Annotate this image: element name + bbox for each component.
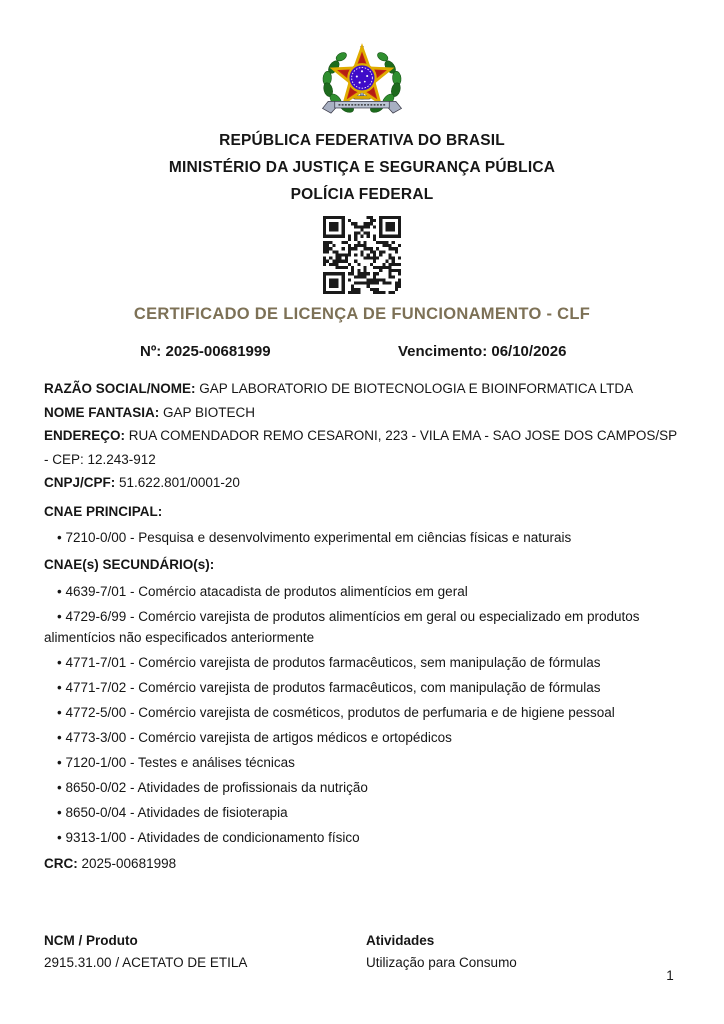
cnae-secundario-item: • 8650-0/04 - Atividades de fisioterapia <box>44 802 680 823</box>
cnae-secundario-item: • 4729-6/99 - Comércio varejista de produtos alimentícios em geral ou especializado em produtos alimentícios não especificados anteriormente <box>44 606 680 648</box>
endereco-line <box>44 424 680 471</box>
cnae-principal-item: • 7210-0/00 - Pesquisa e desenvolvimento experimental em ciências físicas e naturais <box>44 527 680 548</box>
nome-fantasia-label: NOME FANTASIA: <box>44 404 160 420</box>
doc-number-value: 2025-00681999 <box>165 343 271 360</box>
cnae-secundario-item: • 4773-3/00 - Comércio varejista de artigos médicos e ortopédicos <box>44 727 680 748</box>
cnae-secundario-item: • 7120-1/00 - Testes e análises técnicas <box>44 752 680 773</box>
document-title: CERTIFICADO DE LICENÇA DE FUNCIONAMENTO - CLF <box>133 305 591 323</box>
doc-number <box>140 343 271 360</box>
atividades-column <box>366 930 680 974</box>
crc-label: CRC: <box>44 855 78 871</box>
gov-line-policia: POLÍCIA FEDERAL <box>290 186 434 203</box>
razao-social-line <box>44 377 680 401</box>
expiry-date <box>398 343 566 360</box>
cnae-secundario-item: • 4771-7/02 - Comércio varejista de produtos farmacêuticos, com manipulação de fórmulas <box>44 677 680 698</box>
expiry-value: 06/10/2026 <box>491 343 567 360</box>
crc-line <box>44 852 680 876</box>
ncm-produto-header: NCM / Produto <box>44 933 138 948</box>
gov-line-ministerio: MINISTÉRIO DA JUSTIÇA E SEGURANÇA PÚBLICA <box>168 159 556 176</box>
cnae-secundario-item: • 4771-7/01 - Comércio varejista de produtos farmacêuticos, sem manipulação de fórmulas <box>44 652 680 673</box>
products-table <box>44 930 680 974</box>
doc-number-label: Nº: <box>140 343 162 360</box>
cnpj-value: 51.622.801/0001-20 <box>119 475 240 490</box>
cnae-secundario-item: • 4772-5/00 - Comércio varejista de cosméticos, produtos de perfumaria e de higiene pessoal <box>44 702 680 723</box>
razao-social-label: RAZÃO SOCIAL/NOME: <box>44 381 196 396</box>
cnae-secundario-label: CNAE(s) SECUNDÁRIO(s): <box>44 557 215 572</box>
cnae-principal-label: CNAE PRINCIPAL: <box>44 503 163 519</box>
nome-fantasia-value: GAP BIOTECH <box>163 404 256 420</box>
meta-row <box>0 343 724 363</box>
nome-fantasia-line <box>44 401 680 425</box>
cnpj-line <box>44 471 680 495</box>
cnpj-label: CNPJ/CPF: <box>44 475 116 490</box>
endereco-value: RUA COMENDADOR REMO CESARONI, 223 - VILA EMA - SAO JOSE DOS CAMPOS/SP - CEP: 12.243-912 <box>44 428 677 467</box>
atividades-header: Atividades <box>366 933 435 948</box>
atividades-value: Utilização para Consumo <box>366 955 517 970</box>
cnae-secundario-item: • 8650-0/02 - Atividades de profissionais da nutrição <box>44 777 680 798</box>
gov-line-republica: REPÚBLICA FEDERATIVA DO BRASIL <box>219 132 505 149</box>
page-number: 1 <box>666 968 674 983</box>
document-body <box>44 377 680 875</box>
gov-header <box>0 127 724 208</box>
expiry-label: Vencimento: <box>398 343 488 360</box>
ribbon <box>323 101 402 113</box>
cnae-secundario-item: • 9313-1/00 - Atividades de condicionamento físico <box>44 827 680 848</box>
endereco-label: ENDEREÇO: <box>44 428 126 443</box>
ncm-produto-value: 2915.31.00 / ACETATO DE ETILA <box>44 955 248 970</box>
crc-value: 2025-00681998 <box>81 855 177 871</box>
cnae-secundario-item: • 4639-7/01 - Comércio atacadista de produtos alimentícios em geral <box>44 581 680 602</box>
ncm-produto-column <box>44 930 366 974</box>
razao-social-value: GAP LABORATORIO DE BIOTECNOLOGIA E BIOINFORMATICA LTDA <box>199 381 634 396</box>
brazil-coat-of-arms-icon <box>315 42 409 131</box>
qr-code <box>323 216 401 294</box>
